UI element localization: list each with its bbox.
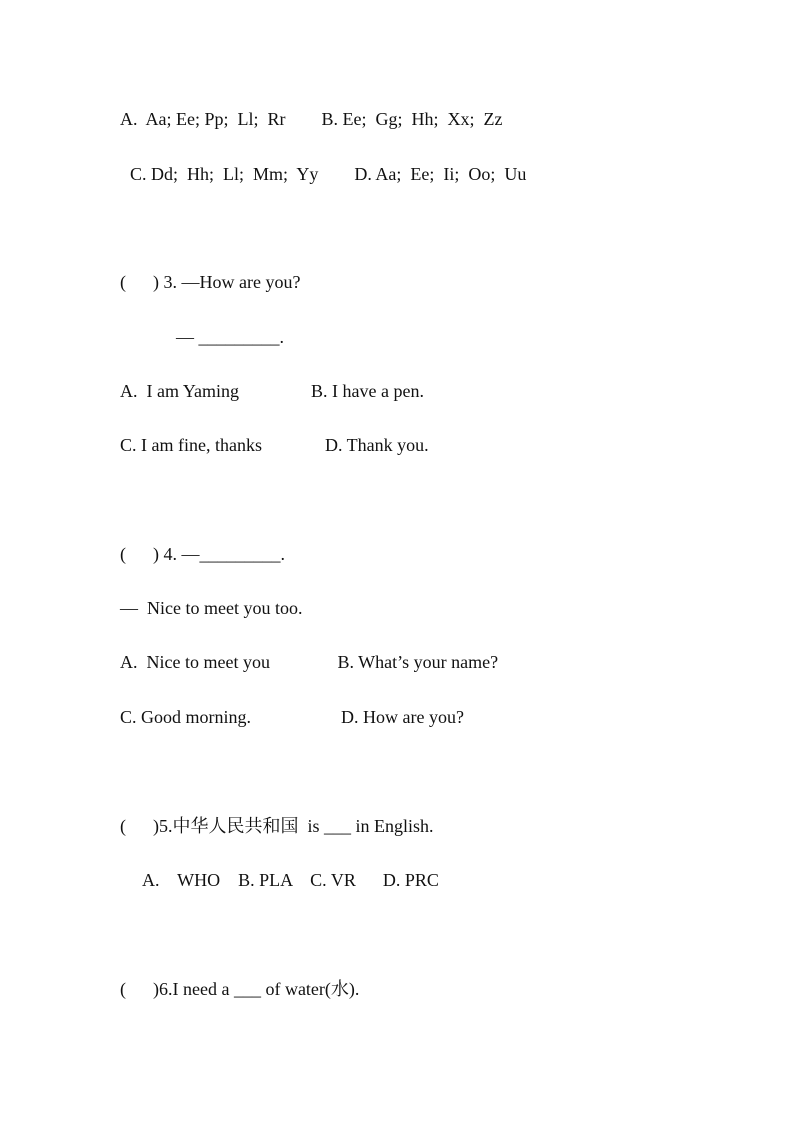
q4-options-a-b: A. Nice to meet you B. What’s your name?	[120, 652, 499, 672]
q4-options-c-d: C. Good morning. D. How are you?	[120, 707, 464, 727]
q2-options-a-b: A. Aa; Ee; Pp; Ll; Rr B. Ee; Gg; Hh; Xx; Zz	[120, 109, 503, 129]
q5-options: A. WHO B. PLA C. VR D. PRC	[142, 870, 439, 890]
q3-stem: ( ) 3. —How are you?	[120, 272, 301, 292]
q6-stem: ( )6.I need a ___ of water(水).	[120, 979, 360, 999]
q3-answer-line: — _________.	[176, 327, 284, 347]
q4-stem: ( ) 4. —_________.	[120, 544, 285, 564]
q2-options-c-d: C. Dd; Hh; Ll; Mm; Yy D. Aa; Ee; Ii; Oo; Uu	[130, 164, 527, 184]
q3-options-c-d: C. I am fine, thanks D. Thank you.	[120, 435, 429, 455]
q4-reply: — Nice to meet you too.	[120, 598, 303, 618]
q5-stem: ( )5.中华人民共和国 is ___ in English.	[120, 816, 434, 836]
q3-options-a-b: A. I am Yaming B. I have a pen.	[120, 381, 424, 401]
